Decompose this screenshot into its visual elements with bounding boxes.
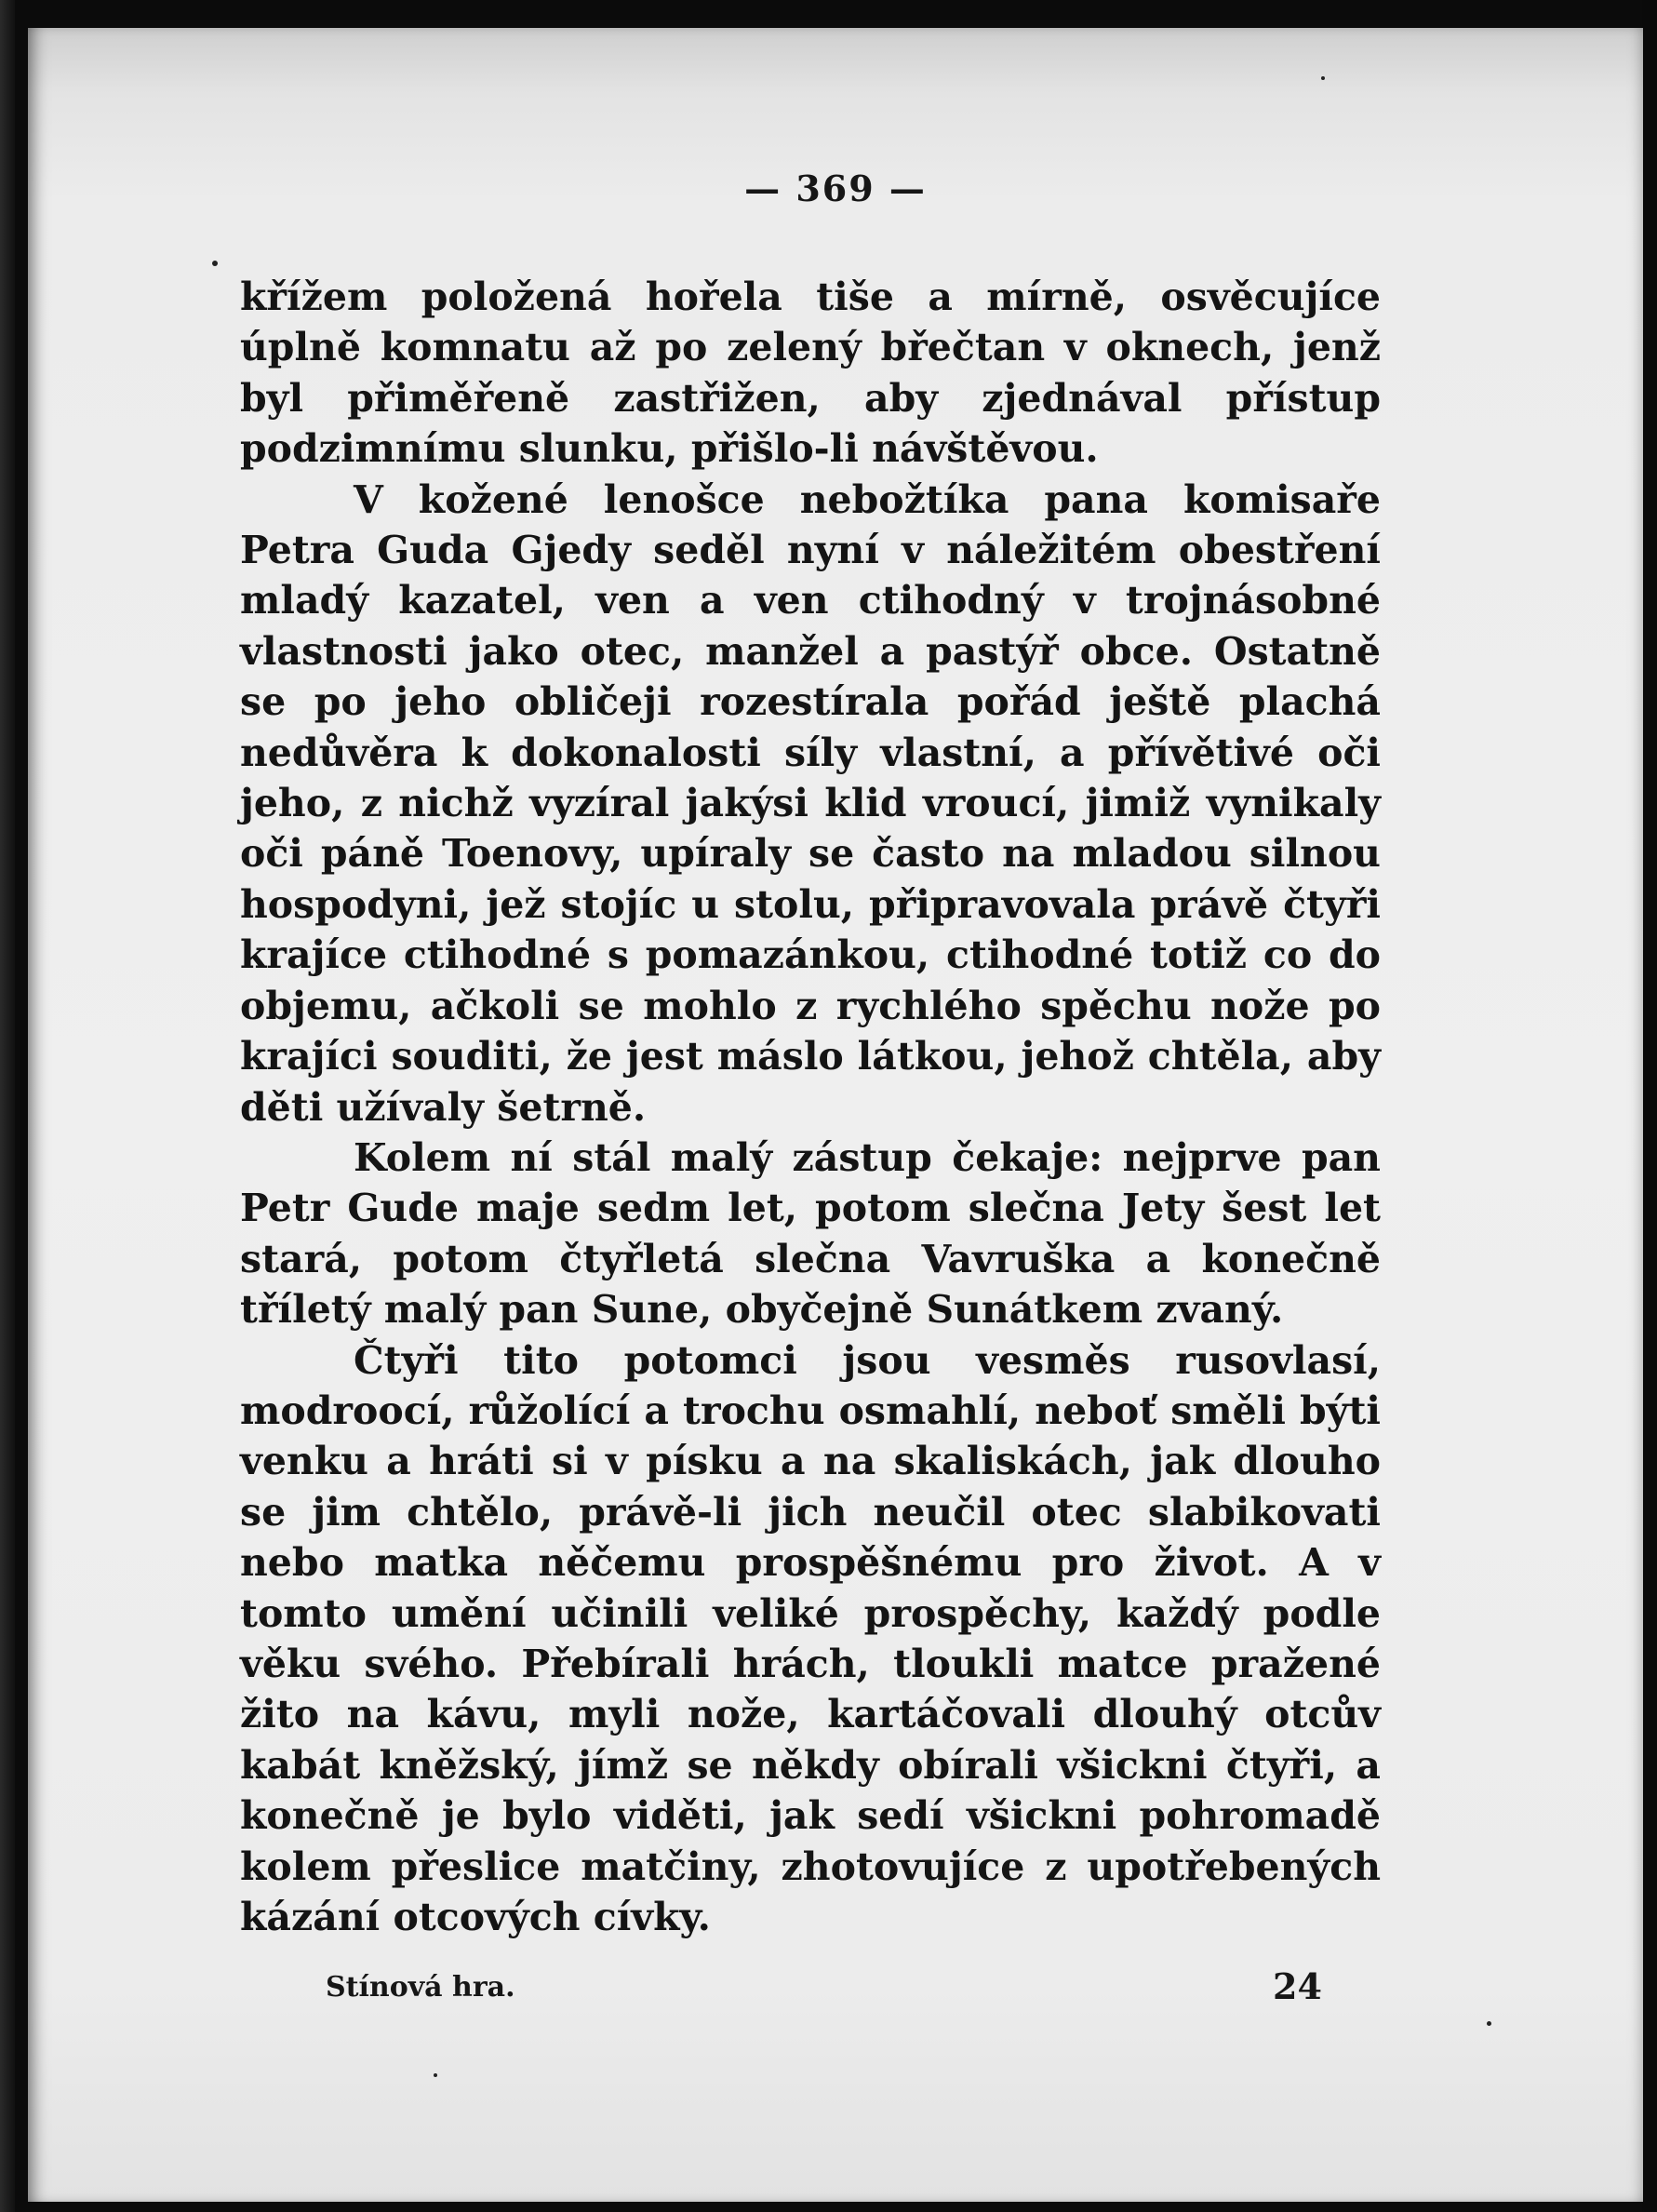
scan-border-right [1642,0,1657,2212]
footer-book-title: Stínová hra. [326,1971,515,2004]
paragraph-1: křížem položená hořela tiše a mírně, osvěcujíce úplně komnatu až po zelený břečtan v oknech, jenž byl přiměřeně zastřižen, aby zjednával přístup podzimnímu slunku, přišlo-li návštěvou. [240,275,1381,472]
paragraph-3: Kolem ní stál malý zástup čekaje: nejprve pan Petr Gude maje sedm let, potom slečna Jety šest let stará, potom čtyřletá slečna Vavruška a konečně tříletý malý pan Sune, obyčejně Sunátkem zvaný. [240,1134,1381,1333]
dust-speck [434,2073,437,2077]
book-binding-edge [0,0,15,2212]
paragraph-4: Čtyři tito potomci jsou vesměs rusovlasí, modroocí, růžolící a trochu osmahlí, neboť směli býti venku a hráti si v písku a na skaliskách, jak dlouho se jim chtělo, právě-li jich neučil otec slabikovati nebo matka něčemu prospěšnému pro život. A v tomto umění učinili veliké prospěchy, každý podle věku svého. Přebírali hrách, tloukli matce pražené žito na kávu, myli nože, kartáčovali dlouhý otcův kabát kněžský, jímž se někdy obírali všickni čtyři, a konečně je bylo viděti, jak sedí všickni pohromadě kolem přeslice matčiny, zhotovujíce z upotřebených kázání otcových cívky. [240,1337,1381,1939]
footer-signature-number: 24 [1273,1965,1322,2007]
book-page [28,28,1643,2202]
page-number: — 369 — [744,168,927,209]
body-text [240,272,1381,1942]
paragraph-2: V kožené lenošce nebožtíka pana komisaře Petra Guda Gjedy seděl nyní v náležitém obestření mladý kazatel, ven a ven ctihodný v trojnásobné vlastnosti jako otec, manžel a pastýř obce. Ostatně se po jeho obličeji rozestírala pořád ještě plachá nedůvěra k dokonalosti síly vlastní, a přívětivé oči jeho, z nichž vyzíral jakýsi klid vroucí, jimiž vynikaly oči páně Toenovy, upíraly se často na mladou silnou hospodyni, jež stojíc u stolu, připravovala právě čtyři krajíce ctihodné s pomazánkou, ctihodné totiž co do objemu, ačkoli se mohlo z rychlého spěchu nože po krajíci souditi, že jest máslo látkou, jehož chtěla, aby děti užívaly šetrně. [240,476,1381,1130]
dust-speck [1487,2021,1491,2026]
dust-speck [212,261,218,266]
dust-speck [1321,76,1325,80]
